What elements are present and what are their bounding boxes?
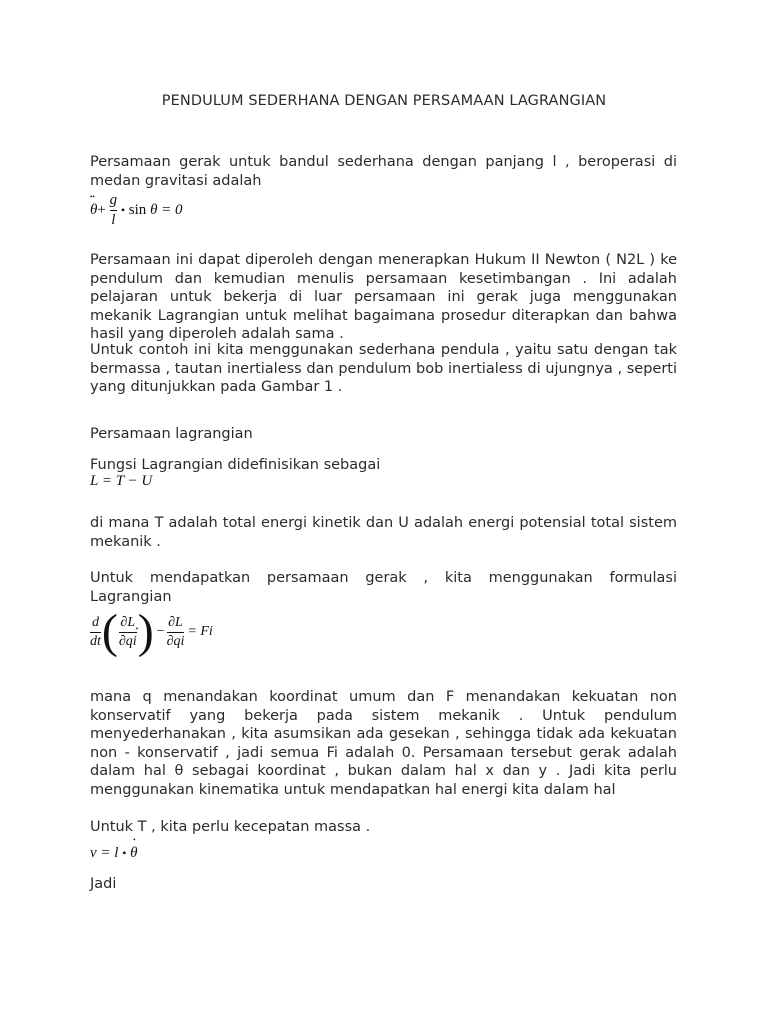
dot-operator-icon: •	[120, 202, 126, 217]
equation-euler-lagrange: $\frac{d}{dt}$ ( $\frac{\partial L}{\partial q• i}$ ) − $\frac{\partial L}{\partial qi}$ = Fi	[90, 608, 213, 656]
fraction-g-over-l: $\frac{g}{l}$	[109, 192, 118, 228]
equation-velocity: v = l • • θ	[90, 845, 138, 862]
paren-left-icon: (	[101, 605, 118, 658]
equation-pendulum: •• θ+ $\frac{g}{l}$ • sin θ = 0	[90, 193, 183, 228]
paragraph-example: Untuk contoh ini kita menggunakan sederhana pendula , yaitu satu dengan tak bermassa , tautan inertialess dan pendulum bob inertialess di ujungnya , seperti yang ditunjukkan pada Gambar 1 .	[90, 342, 677, 395]
fraction-dL-dqi: $\frac{\partial L}{\partial qi}$	[166, 614, 185, 649]
paragraph-lagrangian-def: Fungsi Lagrangian didefinisikan sebagai	[90, 457, 381, 473]
fraction-d-dt: $\frac{d}{dt}$	[90, 614, 101, 649]
section-heading-lagrangian: Persamaan lagrangian	[90, 426, 253, 442]
paragraph-intro: Persamaan gerak untuk bandul sederhana dengan panjang l , beroperasi di medan gravitasi adalah	[90, 154, 677, 189]
fraction-dL-dqdot: $\frac{\partial L}{\partial q• i}$	[119, 616, 137, 649]
page-title: PENDULUM SEDERHANA DENGAN PERSAMAAN LAGRANGIAN	[161, 93, 607, 109]
dot-operator-icon: •	[122, 846, 127, 860]
paren-right-icon: )	[137, 605, 154, 658]
paragraph-newton: Persamaan ini dapat diperoleh dengan menerapkan Hukum II Newton ( N2L ) ke pendulum dan kemudian menulis persamaan kesetimbangan . Ini adalah pelajaran untuk bekerja di luar persamaan ini gerak juga menggunakan mekanik Lagrangian untuk melihat bagaimana prosedur diterapkan dan bahwa hasil yang diperoleh adalah sama .	[90, 252, 677, 342]
paragraph-velocity: Untuk T , kita perlu kecepatan massa .	[90, 819, 371, 835]
paragraph-formulation: Untuk mendapatkan persamaan gerak , kita menggunakan formulasi Lagrangian	[90, 570, 677, 605]
paragraph-jadi: Jadi	[90, 876, 117, 892]
paragraph-energy: di mana T adalah total energi kinetik dan U adalah energi potensial total sistem mekanik .	[90, 515, 677, 550]
theta-double-dot: •• θ	[90, 202, 97, 219]
paragraph-coordinates: mana q menandakan koordinat umum dan F menandakan kekuatan non konservatif yang bekerja pada sistem mekanik . Untuk pendulum menyederhanakan , kita asumsikan ada gesekan , sehingga tidak ada kekuatan non - konservatif , jadi semua Fi adalah 0. Persamaan tersebut gerak adalah dalam hal θ sebagai koordinat , bukan dalam hal x dan y . Jadi kita perlu menggunakan kinematika untuk mendapatkan hal energi kita dalam hal	[90, 689, 677, 798]
equation-lagrangian: L = T − U	[90, 473, 153, 489]
